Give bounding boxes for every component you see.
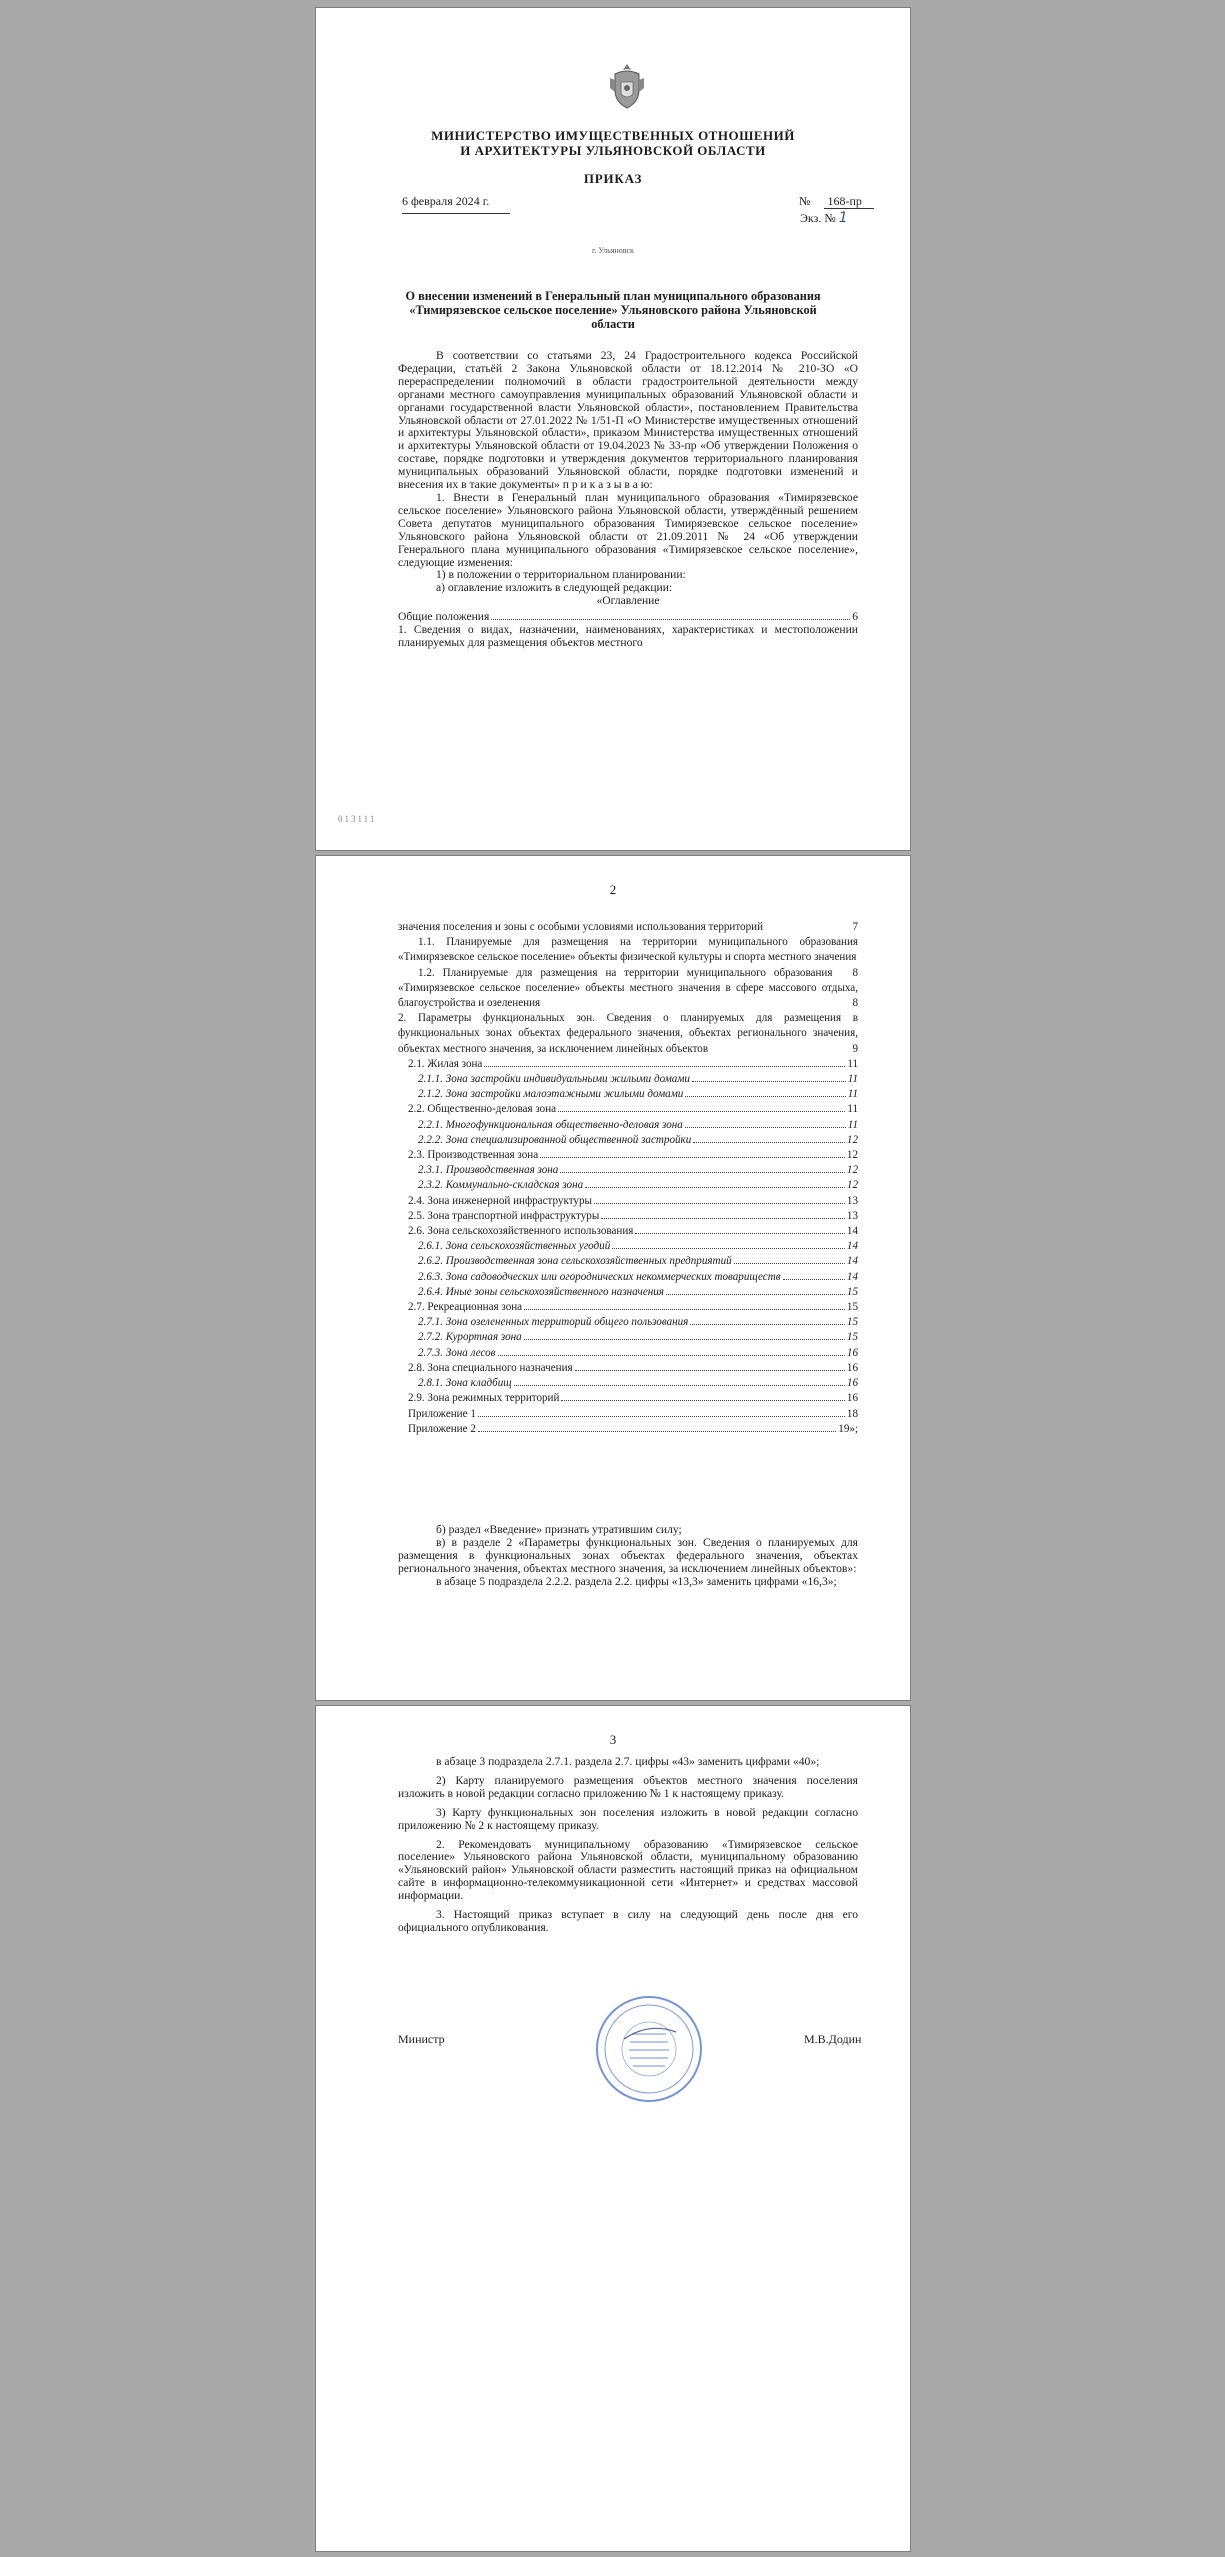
registration-mark: 013111	[338, 814, 377, 824]
order-body-final	[398, 1756, 858, 1935]
toc-entry	[398, 1148, 858, 1163]
toc-entry	[398, 1315, 858, 1330]
toc-entry-label: 2.3.1. Производственная зона	[418, 1164, 559, 1177]
toc-entry	[398, 1178, 858, 1193]
toc-entry-page: 14	[846, 1240, 858, 1253]
copy-value: 1	[838, 210, 848, 226]
toc-entry-page: 12	[846, 1164, 858, 1177]
toc-entry	[398, 1163, 858, 1178]
table-of-contents	[398, 920, 858, 1437]
toc-entry-label: 2.1.2. Зона застройки малоэтажными жилыми домами	[418, 1088, 684, 1101]
page-number: 3	[609, 1732, 617, 1747]
toc-entry	[398, 1133, 858, 1148]
toc-entry-page: 12	[846, 1133, 858, 1146]
ministry-line-2: И АРХИТЕКТУРЫ УЛЬЯНОВСКОЙ ОБЛАСТИ	[460, 143, 766, 158]
toc-entry-label: 1.1. Планируемые для размещения на территории муниципального образования «Тимирязевское сельское поселение» объекты физической культуры и спорта местного значения	[398, 936, 858, 964]
item-1: 1) в положении о территориальном планировании:	[436, 568, 686, 582]
copy-label: Экз. №	[800, 211, 836, 225]
toc-entry	[398, 1346, 858, 1361]
order-date: 6 февраля 2024 г.	[402, 194, 490, 208]
toc-entry-label: 2.3. Производственная зона	[408, 1149, 539, 1162]
city-name: г. Ульяновск	[592, 246, 634, 255]
page-number: 2	[609, 882, 617, 897]
toc-entry	[398, 1224, 858, 1239]
document-page-2	[316, 856, 910, 1700]
document-page-3	[316, 1706, 910, 2551]
toc-entry-label: 1.2. Планируемые для размещения на территории муниципального образования «Тимирязевское сельское поселение» объекты местного значения в сфере массового отдыха, благоустройства и озеленения	[398, 966, 858, 1010]
toc-entry-label: Общие положения	[398, 610, 490, 624]
toc-entry-label: 2.7. Рекреационная зона	[408, 1301, 523, 1314]
toc-entry-label: 2.8.1. Зона кладбищ	[418, 1377, 512, 1390]
toc-entry-page: 15	[846, 1301, 858, 1314]
toc-entry-page: 16	[846, 1377, 858, 1390]
signer-name: М.В.Додин	[804, 2032, 862, 2046]
toc-entry-label: 2.3.2. Коммунально-складская зона	[418, 1179, 584, 1192]
toc-entry-label: 2.1. Жилая зона	[408, 1057, 483, 1070]
order-title: ПРИКАЗ	[583, 171, 643, 186]
toc-entry	[398, 1422, 858, 1437]
toc-entry	[398, 1300, 858, 1315]
toc-entry-page: 12	[846, 1149, 858, 1162]
toc-entry-label: 2.9. Зона режимных территорий	[408, 1392, 560, 1405]
signer-title: Министр	[398, 2032, 445, 2046]
toc-entry-label: значения поселения и зоны с особыми условиями использования территорий	[398, 921, 764, 933]
toc-entry-page: 8	[852, 966, 858, 979]
toc-entry-label: 2.2. Общественно-деловая зона	[408, 1103, 557, 1116]
toc-entry	[398, 1270, 858, 1285]
document-page-1	[316, 8, 910, 850]
toc-entry-page: 15	[846, 1331, 858, 1344]
order-number	[799, 194, 862, 209]
toc-entry-page: 9	[852, 1042, 858, 1055]
copy-number	[800, 210, 848, 226]
toc-entry	[398, 1391, 858, 1406]
official-seal-icon	[594, 1994, 704, 2104]
toc-entry-page: 8	[852, 997, 858, 1010]
toc-entry-page: 16	[846, 1392, 858, 1405]
clause-3-effect: 3. Настоящий приказ вступает в силу на следующий день после дня его официального опубликования.	[398, 1908, 858, 1934]
toc-entry	[398, 1102, 858, 1117]
item-3-map: 3) Карту функциональных зон поселения изложить в новой редакции согласно приложению № 2 к настоящему приказу.	[398, 1805, 858, 1832]
toc-entry-label: Приложение 1	[408, 1407, 476, 1420]
clause-2-publication: 2. Рекомендовать муниципальному образованию «Тимирязевское сельское поселение» Ульяновского района Ульяновской области, муниципальному образованию «Ульяновский район» Ульяновской области разместить настоящий приказ на официальном сайте в информационно-телекоммуникационной сети «Интернет» и средствах массовой информации.	[398, 1837, 858, 1903]
toc-entry-page: 16	[846, 1361, 858, 1374]
toc-entry-page: 11	[847, 1103, 858, 1116]
toc-entry-1-1	[398, 935, 858, 979]
toc-entry	[398, 1072, 858, 1087]
order-body-cont	[398, 1524, 858, 1589]
date-underline	[402, 213, 510, 214]
toc-entry-page: 12	[846, 1179, 858, 1192]
toc-entry	[398, 1285, 858, 1300]
toc-entry-page: 14	[846, 1270, 858, 1283]
toc-entry-page: 11	[847, 1118, 858, 1131]
toc-entry-label: 2.5. Зона транспортной инфраструктуры	[408, 1209, 600, 1222]
clause-1-paragraph: 1. Внести в Генеральный план муниципального образования «Тимирязевское сельское поселение» Ульяновского района Ульяновской области, утверждённый решением Совета депутатов муниципального образования Тимирязевское сельское поселение» Ульяновского района Ульяновской области от 21.09.2011 № 24 «Об утверждении Генерального плана муниципального образования «Тимирязевское сельское поселение», следующие изменения:	[398, 490, 858, 569]
number-underline	[824, 208, 874, 209]
toc-entry-page: 13	[846, 1194, 858, 1207]
toc-entry	[398, 1361, 858, 1376]
number-label: №	[799, 194, 811, 208]
toc-entry-label: 2.6.1. Зона сельскохозяйственных угодий	[418, 1240, 611, 1253]
toc-entry	[398, 1407, 858, 1422]
toc-entry-label: 2.1.1. Зона застройки индивидуальными жилыми домами	[418, 1073, 690, 1086]
toc-entry-page: 15	[846, 1316, 858, 1329]
toc-entry-page: 11	[847, 1073, 858, 1086]
toc-heading: «Оглавление	[596, 594, 660, 608]
toc-entry-page: 11	[847, 1088, 858, 1101]
ministry-line-1: МИНИСТЕРСТВО ИМУЩЕСТВЕННЫХ ОТНОШЕНИЙ	[431, 128, 795, 143]
toc-entry-label: 2.6.3. Зона садоводческих или огороднических некоммерческих товариществ	[418, 1270, 781, 1283]
toc-entry-page: 11	[847, 1057, 858, 1070]
toc-entry-page: 14	[846, 1225, 858, 1238]
toc-entry-1-cont	[398, 920, 858, 935]
toc-entry-label: 2.6.4. Иные зоны сельскохозяйственного назначения	[418, 1285, 664, 1298]
toc-entry	[398, 1254, 858, 1269]
toc-entry	[398, 1057, 858, 1072]
toc-entry-page: 14	[846, 1255, 858, 1268]
toc-entry	[398, 1087, 858, 1102]
toc-entry-label: 2.4. Зона инженерной инфраструктуры	[408, 1194, 592, 1207]
number-value: 168-пр	[827, 194, 862, 208]
toc-entry-label: 2.7.3. Зона лесов	[418, 1346, 496, 1359]
toc-entry-page: 7	[852, 921, 858, 933]
toc-entry	[398, 1239, 858, 1254]
toc-entry	[398, 1209, 858, 1224]
toc-entry-label: 2.2.1. Многофункциональная общественно-деловая зона	[418, 1118, 683, 1131]
toc-entry-label: 2.8. Зона специального назначения	[408, 1361, 573, 1374]
toc-entry-label: 2.7.1. Зона озелененных территорий общего пользования	[418, 1316, 689, 1329]
toc-entry-label: 2. Параметры функциональных зон. Сведения о планируемых для размещения в функциональных зонах объектах федерального значения, объектах регионального значения, объектах местного значения, за исключением линейных объектов	[398, 1012, 858, 1055]
toc-entry	[398, 1118, 858, 1133]
toc-entry-label: 2.7.2. Курортная зона	[418, 1331, 522, 1344]
toc-entry-page: 15	[846, 1285, 858, 1298]
toc-entry	[398, 1330, 858, 1345]
toc-entry-page: 19»;	[838, 1422, 858, 1435]
toc-entry-label: 2.6. Зона сельскохозяйственного использования	[408, 1225, 634, 1238]
toc-entry	[398, 1376, 858, 1391]
item-v-change: в абзаце 5 подраздела 2.2.2. раздела 2.2. цифры «13,3» заменить цифрами «16,3»;	[436, 1574, 837, 1588]
toc-entry-label: Приложение 2	[408, 1422, 476, 1435]
toc-entry-1: 1. Сведения о видах, назначении, наименованиях, характеристиках и местоположении планируемых для размещения объектов местного	[398, 623, 858, 649]
order-subject: О внесении изменений в Генеральный план муниципального образования «Тимирязевское сельское поселение» Ульяновского района Ульяновской области	[405, 289, 821, 331]
ministry-name	[376, 128, 850, 158]
item-a: а) оглавление изложить в следующей редакции:	[436, 581, 673, 595]
coat-of-arms-icon	[607, 60, 647, 112]
order-body	[398, 350, 858, 650]
toc-entry-label: 2.6.2. Производственная зона сельскохозяйственных предприятий	[418, 1255, 732, 1268]
toc-subentries	[398, 1057, 858, 1437]
toc-entry-2	[398, 1011, 858, 1057]
toc-entry-label: 2.2.2. Зона специализированной общественной застройки	[418, 1133, 692, 1146]
change-2-7-1: в абзаце 3 подраздела 2.7.1. раздела 2.7. цифры «43» заменить цифрами «40»;	[436, 1755, 820, 1768]
toc-entry-page: 13	[846, 1209, 858, 1222]
item-v: в) в разделе 2 «Параметры функциональных зон. Сведения о планируемых для размещения в функциональных зонах объектах федерального значения, объектах регионального значения, объектах местного значения, за исключением линейных объектов»:	[398, 1535, 858, 1575]
toc-entry-1-2	[398, 966, 858, 1012]
toc-entry-page: 18	[846, 1407, 858, 1420]
item-2-map: 2) Карту планируемого размещения объектов местного значения поселения изложить в новой редакции согласно приложению № 1 к настоящему приказу.	[398, 1773, 858, 1800]
item-b: б) раздел «Введение» признать утратившим силу;	[436, 1523, 682, 1536]
toc-entry	[398, 1194, 858, 1209]
preamble-paragraph: В соответствии со статьями 23, 24 Градостроительного кодекса Российской Федерации, статьёй 2 Закона Ульяновской области от 18.12.2014 № 210-ЗО «О перераспределении полномочий в области градостроительной деятельности между органами местного самоуправления муниципальных образований Ульяновской области и органами государственной власти Ульяновской области», постановлением Правительства Ульяновской области от 27.01.2022 № 1/51-П «О Министерстве имущественных отношений и архитектуры Ульяновской области», приказом Министерства имущественных отношений и архитектуры Ульяновской области от 19.04.2023 № 33-пр «Об утверждении Положения о составе, порядке подготовки и утверждения документов территориального планирования муниципальных образований Ульяновской области, порядке подготовки изменений и внесения их в такие документы» п р и к а з ы в а ю:	[398, 349, 858, 492]
toc-entry-page: 16	[846, 1346, 858, 1359]
toc-entry-page: 6	[852, 610, 858, 624]
